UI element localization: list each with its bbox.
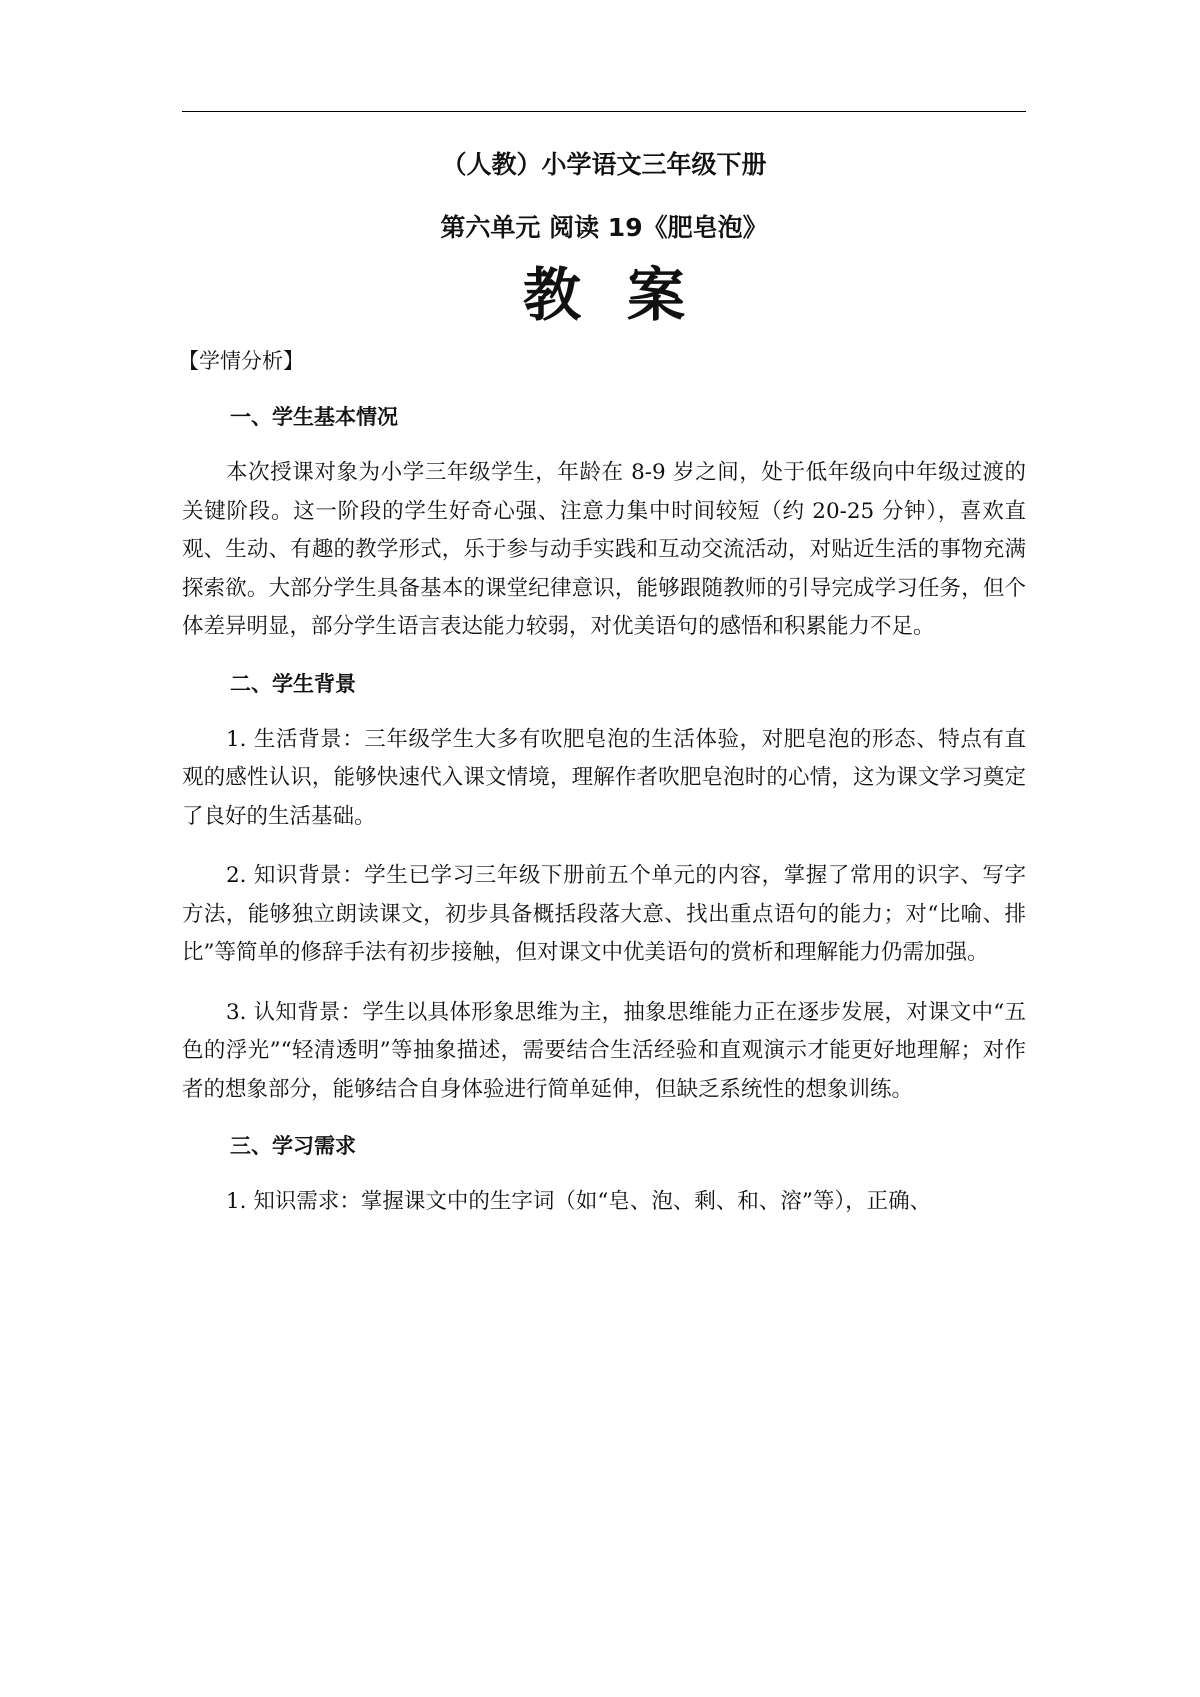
- paragraph: 1. 生活背景：三年级学生大多有吹肥皂泡的生活体验，对肥皂泡的形态、特点有直观的感性认识，能够快速代入课文情境，理解作者吹肥皂泡时的心情，这为课文学习奠定了良好的生活基础。: [182, 726, 1026, 829]
- lesson-title: 第六单元 阅读 19《肥皂泡》: [440, 213, 768, 242]
- subsection-heading: 三、学习需求: [230, 1134, 356, 1158]
- paragraph: 本次授课对象为小学三年级学生，年龄在 8-9 岁之间，处于低年级向中年级过渡的关键阶段。这一阶段的学生好奇心强、注意力集中时间较短（约 20-25 分钟），喜欢直观、生动、有趣的教学形式，乐于参与动手实践和互动交流活动，对贴近生活的事物充满探索欲。大部分学生具备基本的课堂纪律意识，能够跟随教师的引导完成学习任务，但个体差异明显，部分学生语言表达能力较弱，对优美语句的感悟和积累能力不足。: [182, 460, 1026, 639]
- section-label: 【学情分析】: [178, 349, 304, 373]
- paragraph: 3. 认知背景：学生以具体形象思维为主，抽象思维能力正在逐步发展，对课文中“五色的浮光”“轻清透明”等抽象描述，需要结合生活经验和直观演示才能更好地理解；对作者的想象部分，能够结合自身体验进行简单延伸，但缺乏系统性的想象训练。: [182, 999, 1026, 1102]
- document-body: [178, 148, 1026, 1222]
- paragraph: 2. 知识背景：学生已学习三年级下册前五个单元的内容，掌握了常用的识字、写字方法，能够独立朗读课文，初步具备概括段落大意、找出重点语句的能力；对“比喻、排比”等简单的修辞手法有初步接触，但对课文中优美语句的赏析和理解能力仍需加强。: [182, 863, 1026, 965]
- subsection-heading: 二、学生背景: [230, 671, 356, 696]
- subsection-heading: 一、学生基本情况: [230, 405, 398, 429]
- header-rule: [182, 111, 1026, 112]
- document-title: 教案: [522, 261, 731, 329]
- paragraph: 1. 知识需求：掌握课文中的生字词（如“皂、泡、剩、和、溶”等），正确、: [226, 1189, 932, 1214]
- course-title: （人教）小学语文三年级下册: [441, 150, 767, 179]
